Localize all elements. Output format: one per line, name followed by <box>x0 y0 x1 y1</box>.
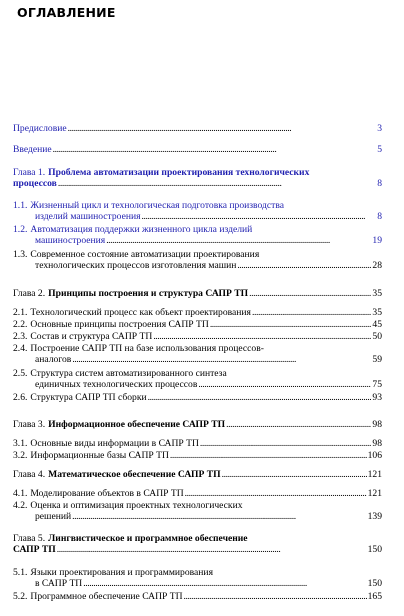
toc-entry-introduction[interactable] <box>13 145 382 156</box>
toc-entry-page: 98 <box>372 438 382 449</box>
toc-entry-page: 121 <box>367 469 382 480</box>
toc-entry-title: Информационное обеспечение САПР ТП <box>48 419 226 430</box>
toc-entry-title: Состав и структура САПР ТП <box>30 331 153 342</box>
toc-entry-page: 121 <box>367 488 382 499</box>
toc-entry-page: 5 <box>377 144 382 155</box>
toc-entry-label: Глава 3. <box>13 419 46 430</box>
toc-entry-section-1-2[interactable] <box>13 225 382 246</box>
dot-leader <box>153 332 371 343</box>
toc-heading: ОГЛАВЛЕНИЕ <box>17 5 116 20</box>
toc-entry-section-4-1[interactable] <box>13 489 382 500</box>
toc-entry-section-5-2[interactable] <box>13 592 382 603</box>
dot-leader <box>68 124 377 135</box>
toc-entry-title: Программное обеспечение САПР ТП <box>30 591 183 602</box>
toc-entry-label: 2.5. <box>13 368 28 379</box>
dot-leader <box>249 289 371 300</box>
toc-entry-section-1-1[interactable] <box>13 201 382 222</box>
toc-entry-title: Моделирование объектов в САПР ТП <box>30 488 184 499</box>
toc-entry-section-2-2[interactable] <box>13 320 382 331</box>
toc-entry-chapter-2[interactable] <box>13 289 382 300</box>
toc-entry-chapter-1[interactable] <box>13 168 382 189</box>
toc-entry-section-2-4[interactable] <box>13 344 382 365</box>
toc-entry-label: 4.2. <box>13 500 28 511</box>
toc-entry-page: 35 <box>372 288 382 299</box>
toc-entry-label: 2.2. <box>13 319 28 330</box>
toc-entry-chapter-5[interactable] <box>13 534 382 555</box>
toc-entry-page: 165 <box>367 591 382 602</box>
toc-entry-title: Основные принципы построения САПР ТП <box>30 319 209 330</box>
toc-entry-title-cont: решений <box>35 510 72 522</box>
toc-entry-page: 59 <box>372 353 382 365</box>
toc-entry-label: 5.1. <box>13 567 28 578</box>
toc-entry-title: Оценка и оптимизация проектных технологических <box>30 500 243 511</box>
toc-entry-section-3-2[interactable] <box>13 451 382 462</box>
dot-leader <box>83 579 366 590</box>
toc-entry-preface[interactable] <box>13 124 382 135</box>
dot-leader <box>198 380 371 391</box>
toc-entry-title: Современное состояние автоматизации проектирования <box>30 249 260 260</box>
toc-entry-page: 139 <box>367 510 382 522</box>
toc-entry-title: Информационные базы САПР ТП <box>30 450 169 461</box>
toc-entry-title-cont: аналогов <box>35 353 72 365</box>
toc-entry-title: Автоматизация поддержки жизненного цикла изделий <box>30 224 253 235</box>
toc-entry-section-2-1[interactable] <box>13 308 382 319</box>
toc-entry-title: Введение <box>13 144 52 155</box>
toc-entry-title: Жизненный цикл и технологическая подготовка производства <box>30 200 285 211</box>
dot-leader <box>148 393 372 404</box>
toc-entry-title-cont: САПР ТП <box>13 543 56 555</box>
toc-entry-label: 2.6. <box>13 392 28 403</box>
toc-entry-title: Проблема автоматизации проектирования технологических <box>48 167 310 178</box>
toc-entry-page: 3 <box>377 123 382 134</box>
toc-entry-title-cont: машиностроения <box>35 234 106 246</box>
toc-entry-section-3-1[interactable] <box>13 439 382 450</box>
dot-leader <box>142 212 377 223</box>
toc-entry-label: 1.2. <box>13 224 28 235</box>
dot-leader <box>58 179 376 190</box>
toc-entry-page: 75 <box>372 378 382 390</box>
toc-entry-label: 2.4. <box>13 343 28 354</box>
toc-entry-title-cont: изделий машиностроения <box>35 210 141 222</box>
dot-leader <box>106 236 371 247</box>
dot-leader <box>72 355 371 366</box>
dot-leader <box>226 420 371 431</box>
toc-entry-page: 50 <box>372 331 382 342</box>
toc-entry-title: Языки проектирования и программирования <box>30 567 213 578</box>
toc-entry-page: 28 <box>372 259 382 271</box>
toc-entry-title-cont: технологических процессов изготовления машин <box>35 259 237 271</box>
toc-entry-title-cont: единичных технологических процессов <box>35 378 198 390</box>
dot-leader <box>237 261 371 272</box>
dot-leader <box>184 592 367 603</box>
dot-leader <box>170 451 367 462</box>
toc-entry-title: Принципы построения и структура САПР ТП <box>48 288 249 299</box>
toc-entry-label: Глава 2. <box>13 288 46 299</box>
dot-leader <box>185 489 367 500</box>
toc-entry-label: 1.1. <box>13 200 28 211</box>
dot-leader <box>200 439 372 450</box>
toc-entry-label: 4.1. <box>13 488 28 499</box>
toc-entry-page: 93 <box>372 392 382 403</box>
toc-entry-page: 8 <box>377 177 382 189</box>
dot-leader <box>222 470 367 481</box>
toc-entry-title: Структура систем автоматизированного синтеза <box>30 368 227 379</box>
toc-entry-title: Лингвистическое и программное обеспечение <box>48 533 248 544</box>
toc-entry-label: 2.1. <box>13 307 28 318</box>
toc-entry-label: 1.3. <box>13 249 28 260</box>
toc-entry-label: 2.3. <box>13 331 28 342</box>
toc-entry-label: 3.2. <box>13 450 28 461</box>
toc-entry-page: 150 <box>367 543 382 555</box>
toc-entry-section-4-2[interactable] <box>13 501 382 522</box>
toc-entry-label: Глава 5. <box>13 533 46 544</box>
toc-entry-title: Структура САПР ТП сборки <box>30 392 147 403</box>
toc-entry-title-cont: в САПР ТП <box>35 577 83 589</box>
toc-entry-section-2-5[interactable] <box>13 369 382 390</box>
toc-entry-title-cont: процессов <box>13 177 57 189</box>
toc-entry-page: 19 <box>372 234 382 246</box>
toc-entry-title: Технологический процесс как объект проектирования <box>30 307 251 318</box>
toc-entry-title: Математическое обеспечение САПР ТП <box>48 469 221 480</box>
toc-entry-page: 98 <box>372 419 382 430</box>
dot-leader <box>210 320 372 331</box>
toc-entry-label: 3.1. <box>13 438 28 449</box>
toc-entry-page: 8 <box>377 210 382 222</box>
toc-entry-section-2-6[interactable] <box>13 393 382 404</box>
toc-entry-page: 45 <box>372 319 382 330</box>
dot-leader <box>252 308 371 319</box>
toc-entry-title: Построение САПР ТП на базе использования процессов- <box>30 343 264 354</box>
toc-entry-chapter-4[interactable] <box>13 470 382 481</box>
toc-entry-section-2-3[interactable] <box>13 332 382 343</box>
dot-leader <box>53 145 377 156</box>
dot-leader <box>72 512 367 523</box>
toc-entry-label: 5.2. <box>13 591 28 602</box>
toc-entry-section-1-3[interactable] <box>13 250 382 271</box>
toc-entry-label: Глава 4. <box>13 469 46 480</box>
toc-entry-label: Глава 1. <box>13 167 46 178</box>
toc-entry-page: 35 <box>372 307 382 318</box>
dot-leader <box>57 545 367 556</box>
toc-entry-chapter-3[interactable] <box>13 420 382 431</box>
toc-entry-title: Предисловие <box>13 123 67 134</box>
toc-entry-section-5-1[interactable] <box>13 568 382 589</box>
toc-entry-page: 150 <box>367 577 382 589</box>
toc-entry-title: Основные виды информации в САПР ТП <box>30 438 199 449</box>
toc-entry-page: 106 <box>367 450 382 461</box>
